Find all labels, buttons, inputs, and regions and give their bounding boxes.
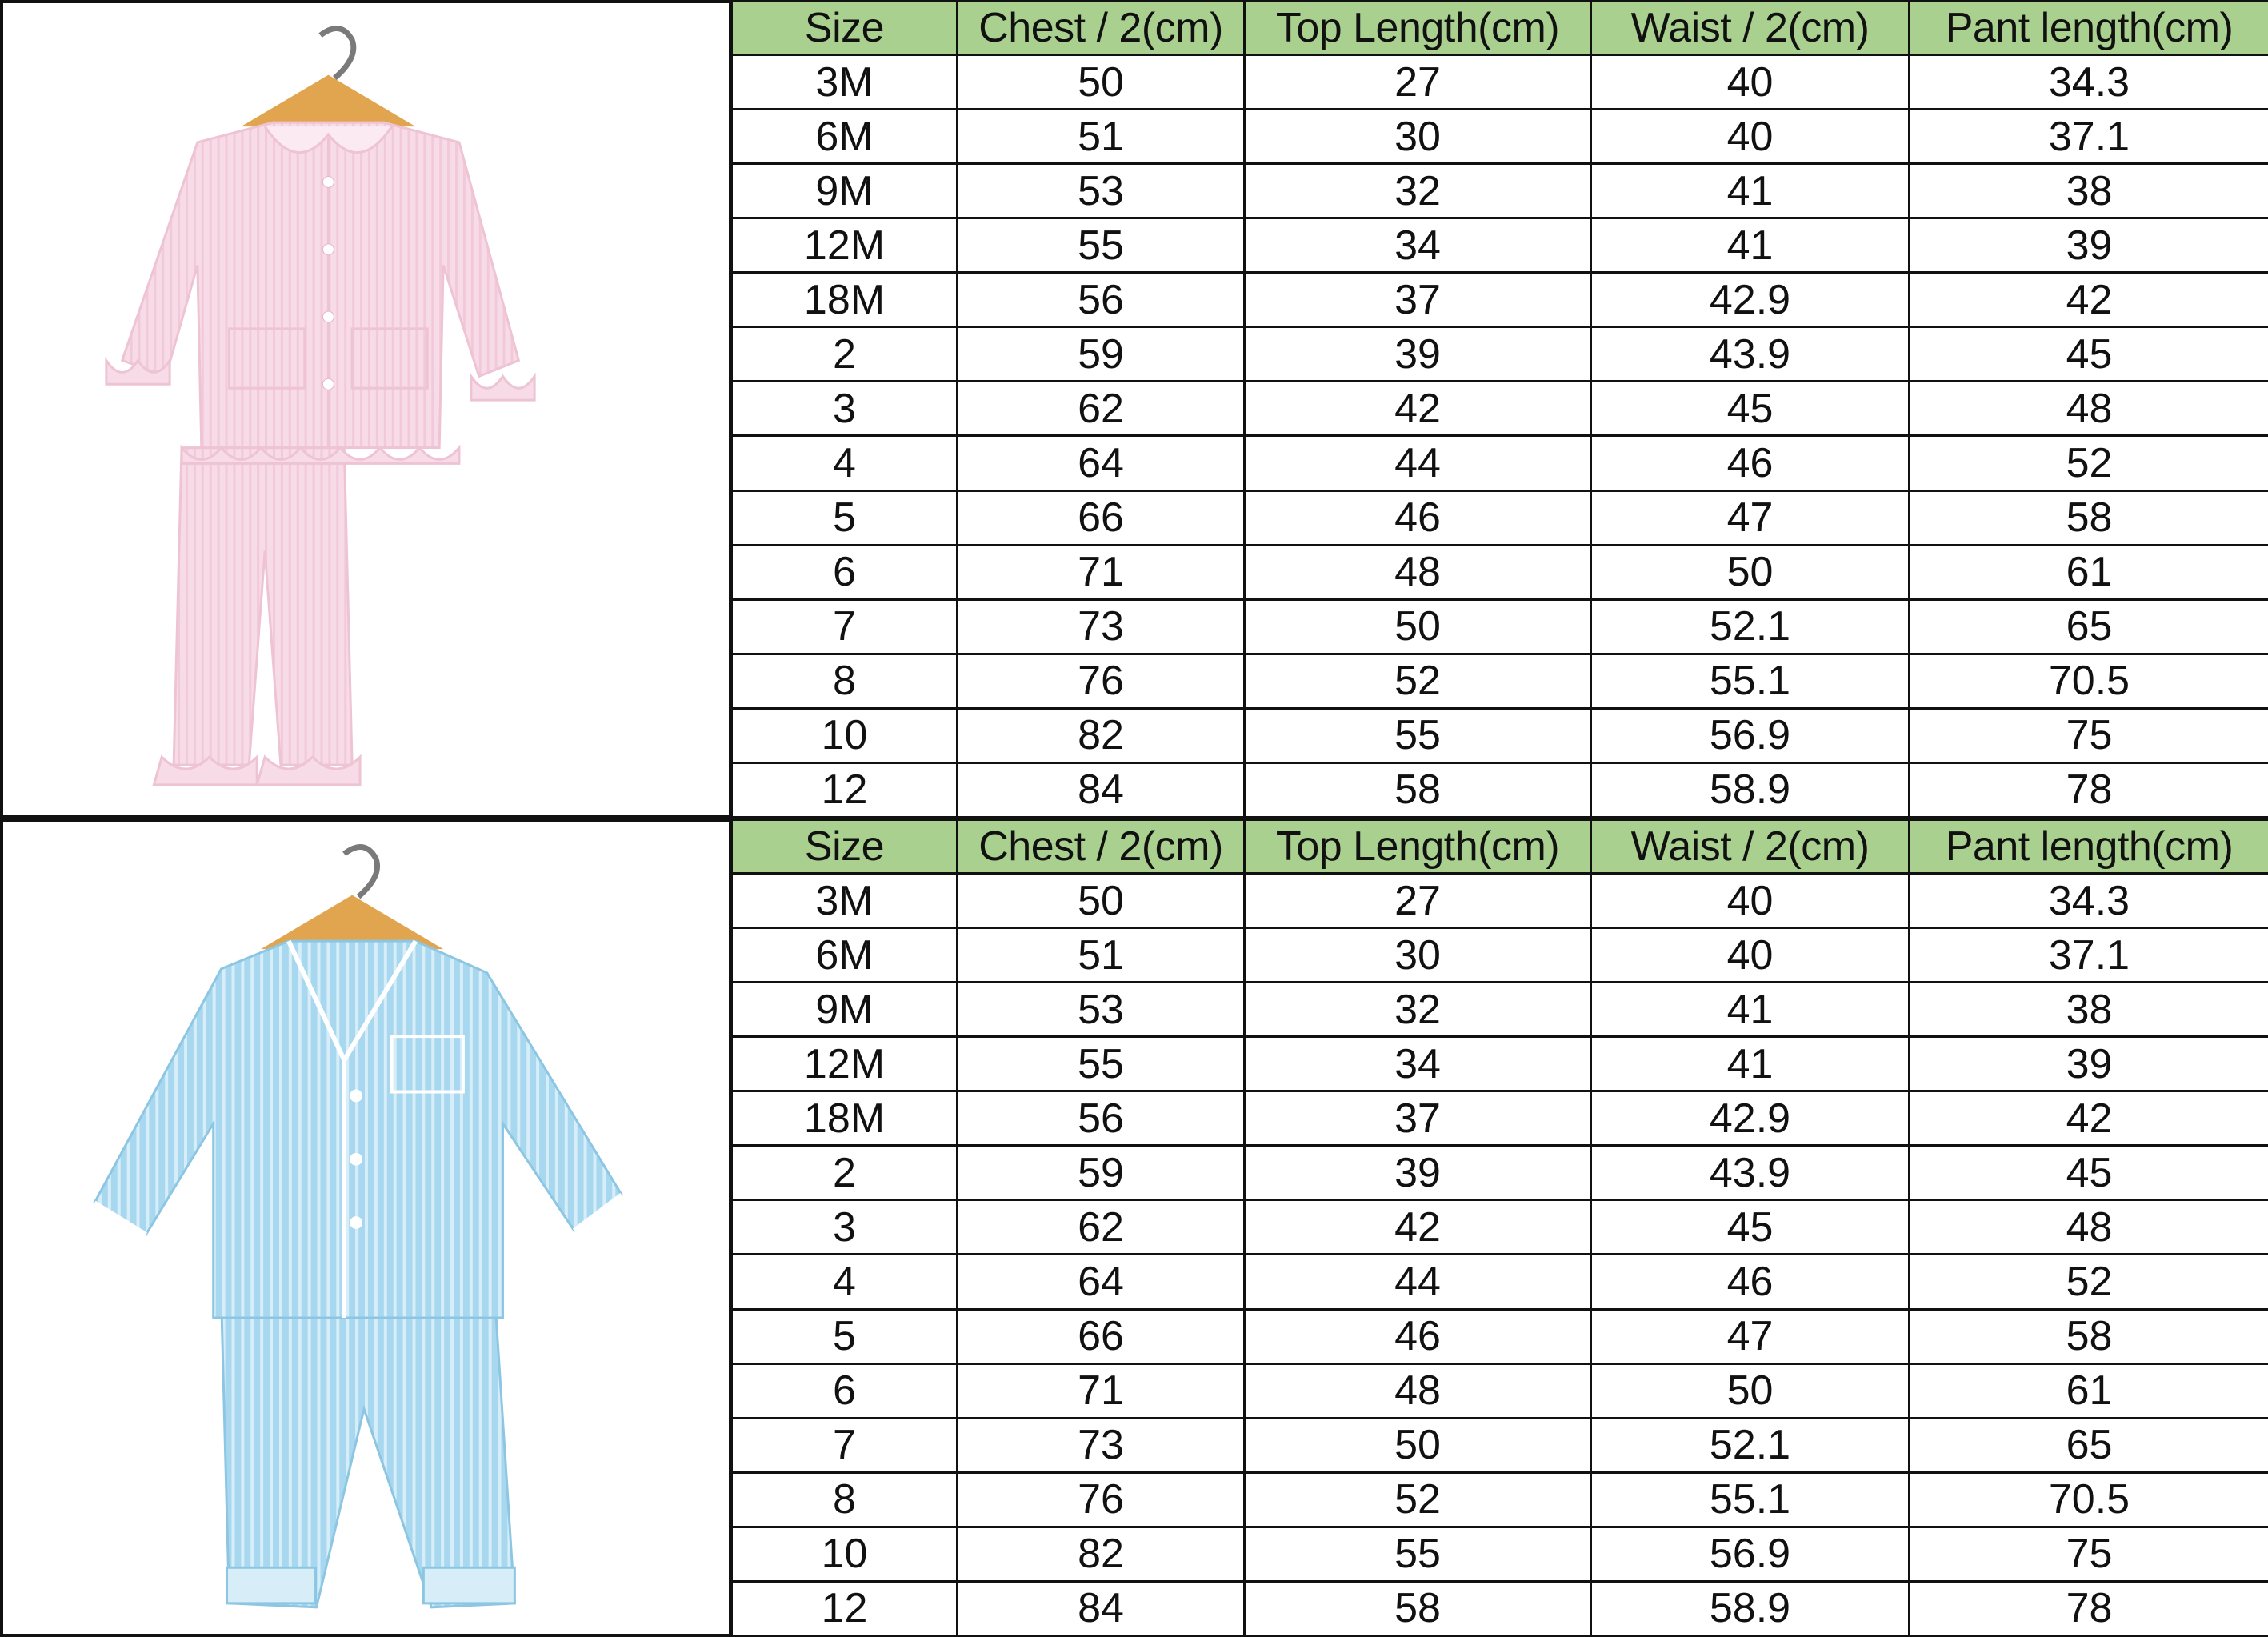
hanger	[241, 75, 415, 126]
cell-waist: 46	[1591, 1255, 1910, 1309]
cell-waist: 55.1	[1591, 1472, 1910, 1527]
cell-waist: 52.1	[1591, 1418, 1910, 1472]
cell-top-length: 50	[1245, 599, 1591, 654]
header-chest: Chest / 2(cm)	[958, 2, 1245, 55]
cell-size: 2	[732, 327, 958, 382]
table-row	[732, 1037, 2268, 1091]
cell-pant-length: 42	[1910, 273, 2268, 327]
cell-size: 3M	[732, 874, 958, 928]
cell-size: 9M	[732, 983, 958, 1037]
cell-size: 2	[732, 1146, 958, 1200]
header-size: Size	[732, 2, 958, 55]
cell-chest: 56	[958, 273, 1245, 327]
cell-waist: 46	[1591, 436, 1910, 490]
table-body	[732, 55, 2268, 818]
cell-waist: 50	[1591, 1363, 1910, 1418]
pink-top	[122, 122, 519, 447]
cell-pant-length: 37.1	[1910, 110, 2268, 164]
cell-waist: 41	[1591, 164, 1910, 218]
cell-size: 6	[732, 545, 958, 599]
cell-waist: 43.9	[1591, 1146, 1910, 1200]
table-header-row	[732, 820, 2268, 874]
cell-chest: 64	[958, 436, 1245, 490]
table-row	[732, 1091, 2268, 1146]
table-row	[732, 110, 2268, 164]
cell-pant-length: 42	[1910, 1091, 2268, 1146]
cell-pant-length: 78	[1910, 762, 2268, 817]
cell-top-length: 52	[1245, 1472, 1591, 1527]
cell-top-length: 58	[1245, 762, 1591, 817]
table-row	[732, 928, 2268, 983]
cell-size: 3	[732, 382, 958, 436]
table-body	[732, 874, 2268, 1636]
cell-chest: 66	[958, 490, 1245, 545]
cell-top-length: 55	[1245, 708, 1591, 762]
table-row	[732, 599, 2268, 654]
hanger-hook	[321, 29, 354, 78]
cell-top-length: 58	[1245, 1581, 1591, 1635]
cell-chest: 62	[958, 382, 1245, 436]
cell-top-length: 34	[1245, 218, 1591, 273]
cell-top-length: 48	[1245, 1363, 1591, 1418]
cell-waist: 58.9	[1591, 1581, 1910, 1635]
table-row	[732, 762, 2268, 817]
cell-waist: 50	[1591, 545, 1910, 599]
cell-waist: 47	[1591, 490, 1910, 545]
cell-waist: 42.9	[1591, 273, 1910, 327]
blue-trousers	[222, 1298, 515, 1607]
pink-pajamas-panel	[0, 0, 2268, 818]
cell-pant-length: 75	[1910, 708, 2268, 762]
table-header-row	[732, 2, 2268, 55]
cell-top-length: 32	[1245, 983, 1591, 1037]
cell-top-length: 44	[1245, 1255, 1591, 1309]
cell-chest: 76	[958, 654, 1245, 708]
cell-size: 8	[732, 654, 958, 708]
cell-chest: 84	[958, 762, 1245, 817]
blue-pajamas-illustration	[3, 822, 729, 1634]
pink-pajamas-illustration	[3, 3, 729, 815]
header-pant-length: Pant length(cm)	[1910, 820, 2268, 874]
cell-chest: 53	[958, 164, 1245, 218]
cell-size: 4	[732, 1255, 958, 1309]
cell-waist: 45	[1591, 382, 1910, 436]
table-row	[732, 545, 2268, 599]
blue-pajamas-photo	[0, 818, 732, 1637]
cell-pant-length: 70.5	[1910, 1472, 2268, 1527]
cell-size: 12	[732, 1581, 958, 1635]
cell-pant-length: 34.3	[1910, 874, 2268, 928]
cell-chest: 73	[958, 1418, 1245, 1472]
table-row	[732, 874, 2268, 928]
cell-pant-length: 61	[1910, 1363, 2268, 1418]
cell-top-length: 27	[1245, 874, 1591, 928]
cell-size: 6	[732, 1363, 958, 1418]
cell-waist: 40	[1591, 928, 1910, 983]
cell-waist: 56.9	[1591, 708, 1910, 762]
cell-pant-length: 37.1	[1910, 928, 2268, 983]
cell-size: 6M	[732, 110, 958, 164]
table-row	[732, 436, 2268, 490]
cell-chest: 84	[958, 1581, 1245, 1635]
header-top-length: Top Length(cm)	[1245, 820, 1591, 874]
cell-top-length: 46	[1245, 490, 1591, 545]
cell-pant-length: 65	[1910, 1418, 2268, 1472]
cell-chest: 64	[958, 1255, 1245, 1309]
table-row	[732, 490, 2268, 545]
cell-chest: 50	[958, 874, 1245, 928]
cell-top-length: 34	[1245, 1037, 1591, 1091]
cell-size: 5	[732, 490, 958, 545]
header-size: Size	[732, 820, 958, 874]
cell-pant-length: 38	[1910, 164, 2268, 218]
cell-chest: 66	[958, 1309, 1245, 1363]
cell-chest: 71	[958, 1363, 1245, 1418]
cell-size: 12M	[732, 218, 958, 273]
cell-size: 18M	[732, 1091, 958, 1146]
cell-waist: 42.9	[1591, 1091, 1910, 1146]
size-chart-table-pink	[730, 0, 2268, 818]
blue-pajamas-panel	[0, 818, 2268, 1637]
table-row	[732, 218, 2268, 273]
cell-size: 5	[732, 1309, 958, 1363]
cell-pant-length: 34.3	[1910, 55, 2268, 110]
cell-pant-length: 39	[1910, 1037, 2268, 1091]
cell-top-length: 48	[1245, 545, 1591, 599]
cell-chest: 59	[958, 1146, 1245, 1200]
cell-chest: 50	[958, 55, 1245, 110]
cell-pant-length: 58	[1910, 490, 2268, 545]
cell-chest: 55	[958, 1037, 1245, 1091]
cell-pant-length: 45	[1910, 1146, 2268, 1200]
cell-size: 18M	[732, 273, 958, 327]
header-pant-length: Pant length(cm)	[1910, 2, 2268, 55]
cell-waist: 40	[1591, 874, 1910, 928]
cell-chest: 82	[958, 708, 1245, 762]
cell-top-length: 42	[1245, 382, 1591, 436]
cell-pant-length: 39	[1910, 218, 2268, 273]
hanger-hook	[344, 847, 377, 897]
cell-waist: 40	[1591, 55, 1910, 110]
table-row	[732, 1472, 2268, 1527]
table-row	[732, 1309, 2268, 1363]
cell-size: 12M	[732, 1037, 958, 1091]
cell-waist: 45	[1591, 1200, 1910, 1255]
table-row	[732, 327, 2268, 382]
table-row	[732, 1363, 2268, 1418]
cell-chest: 56	[958, 1091, 1245, 1146]
table-row	[732, 1200, 2268, 1255]
cell-chest: 51	[958, 928, 1245, 983]
cell-top-length: 46	[1245, 1309, 1591, 1363]
cell-pant-length: 61	[1910, 545, 2268, 599]
cell-chest: 73	[958, 599, 1245, 654]
cell-pant-length: 38	[1910, 983, 2268, 1037]
cell-waist: 52.1	[1591, 599, 1910, 654]
table-row	[732, 1527, 2268, 1581]
cell-top-length: 52	[1245, 654, 1591, 708]
size-chart-table-blue	[730, 818, 2268, 1637]
cell-pant-length: 58	[1910, 1309, 2268, 1363]
cell-size: 9M	[732, 164, 958, 218]
cell-waist: 41	[1591, 218, 1910, 273]
cell-size: 10	[732, 1527, 958, 1581]
cell-pant-length: 52	[1910, 1255, 2268, 1309]
cell-top-length: 32	[1245, 164, 1591, 218]
cell-size: 3M	[732, 55, 958, 110]
cell-size: 8	[732, 1472, 958, 1527]
table-row	[732, 55, 2268, 110]
cell-waist: 41	[1591, 1037, 1910, 1091]
cell-pant-length: 78	[1910, 1581, 2268, 1635]
cell-size: 7	[732, 599, 958, 654]
cell-waist: 40	[1591, 110, 1910, 164]
cell-waist: 47	[1591, 1309, 1910, 1363]
header-chest: Chest / 2(cm)	[958, 820, 1245, 874]
cell-waist: 56.9	[1591, 1527, 1910, 1581]
cell-waist: 41	[1591, 983, 1910, 1037]
table-row	[732, 382, 2268, 436]
cell-top-length: 37	[1245, 273, 1591, 327]
cell-chest: 59	[958, 327, 1245, 382]
cell-chest: 71	[958, 545, 1245, 599]
cell-top-length: 42	[1245, 1200, 1591, 1255]
table-row	[732, 164, 2268, 218]
cell-pant-length: 75	[1910, 1527, 2268, 1581]
table-row	[732, 273, 2268, 327]
cell-top-length: 55	[1245, 1527, 1591, 1581]
cell-top-length: 39	[1245, 1146, 1591, 1200]
header-top-length: Top Length(cm)	[1245, 2, 1591, 55]
pink-trousers	[174, 448, 352, 766]
cell-top-length: 30	[1245, 928, 1591, 983]
cell-top-length: 44	[1245, 436, 1591, 490]
cell-top-length: 27	[1245, 55, 1591, 110]
cell-chest: 76	[958, 1472, 1245, 1527]
cell-waist: 58.9	[1591, 762, 1910, 817]
cell-top-length: 50	[1245, 1418, 1591, 1472]
cell-pant-length: 48	[1910, 1200, 2268, 1255]
cell-pant-length: 48	[1910, 382, 2268, 436]
cell-waist: 55.1	[1591, 654, 1910, 708]
cell-size: 12	[732, 762, 958, 817]
table-row	[732, 1146, 2268, 1200]
cell-chest: 53	[958, 983, 1245, 1037]
cell-pant-length: 45	[1910, 327, 2268, 382]
cell-chest: 55	[958, 218, 1245, 273]
cell-size: 3	[732, 1200, 958, 1255]
table-row	[732, 983, 2268, 1037]
table-row	[732, 1418, 2268, 1472]
cell-chest: 82	[958, 1527, 1245, 1581]
cell-chest: 62	[958, 1200, 1245, 1255]
header-waist: Waist / 2(cm)	[1591, 2, 1910, 55]
cell-size: 6M	[732, 928, 958, 983]
table-row	[732, 1255, 2268, 1309]
pink-pajamas-photo	[0, 0, 732, 818]
cell-top-length: 39	[1245, 327, 1591, 382]
cell-top-length: 37	[1245, 1091, 1591, 1146]
header-waist: Waist / 2(cm)	[1591, 820, 1910, 874]
table-row	[732, 1581, 2268, 1635]
cell-size: 7	[732, 1418, 958, 1472]
cell-chest: 51	[958, 110, 1245, 164]
cell-pant-length: 52	[1910, 436, 2268, 490]
blue-top	[94, 941, 622, 1318]
cell-size: 10	[732, 708, 958, 762]
cell-pant-length: 65	[1910, 599, 2268, 654]
table-row	[732, 654, 2268, 708]
cell-top-length: 30	[1245, 110, 1591, 164]
cell-pant-length: 70.5	[1910, 654, 2268, 708]
cell-waist: 43.9	[1591, 327, 1910, 382]
table-row	[732, 708, 2268, 762]
cell-size: 4	[732, 436, 958, 490]
